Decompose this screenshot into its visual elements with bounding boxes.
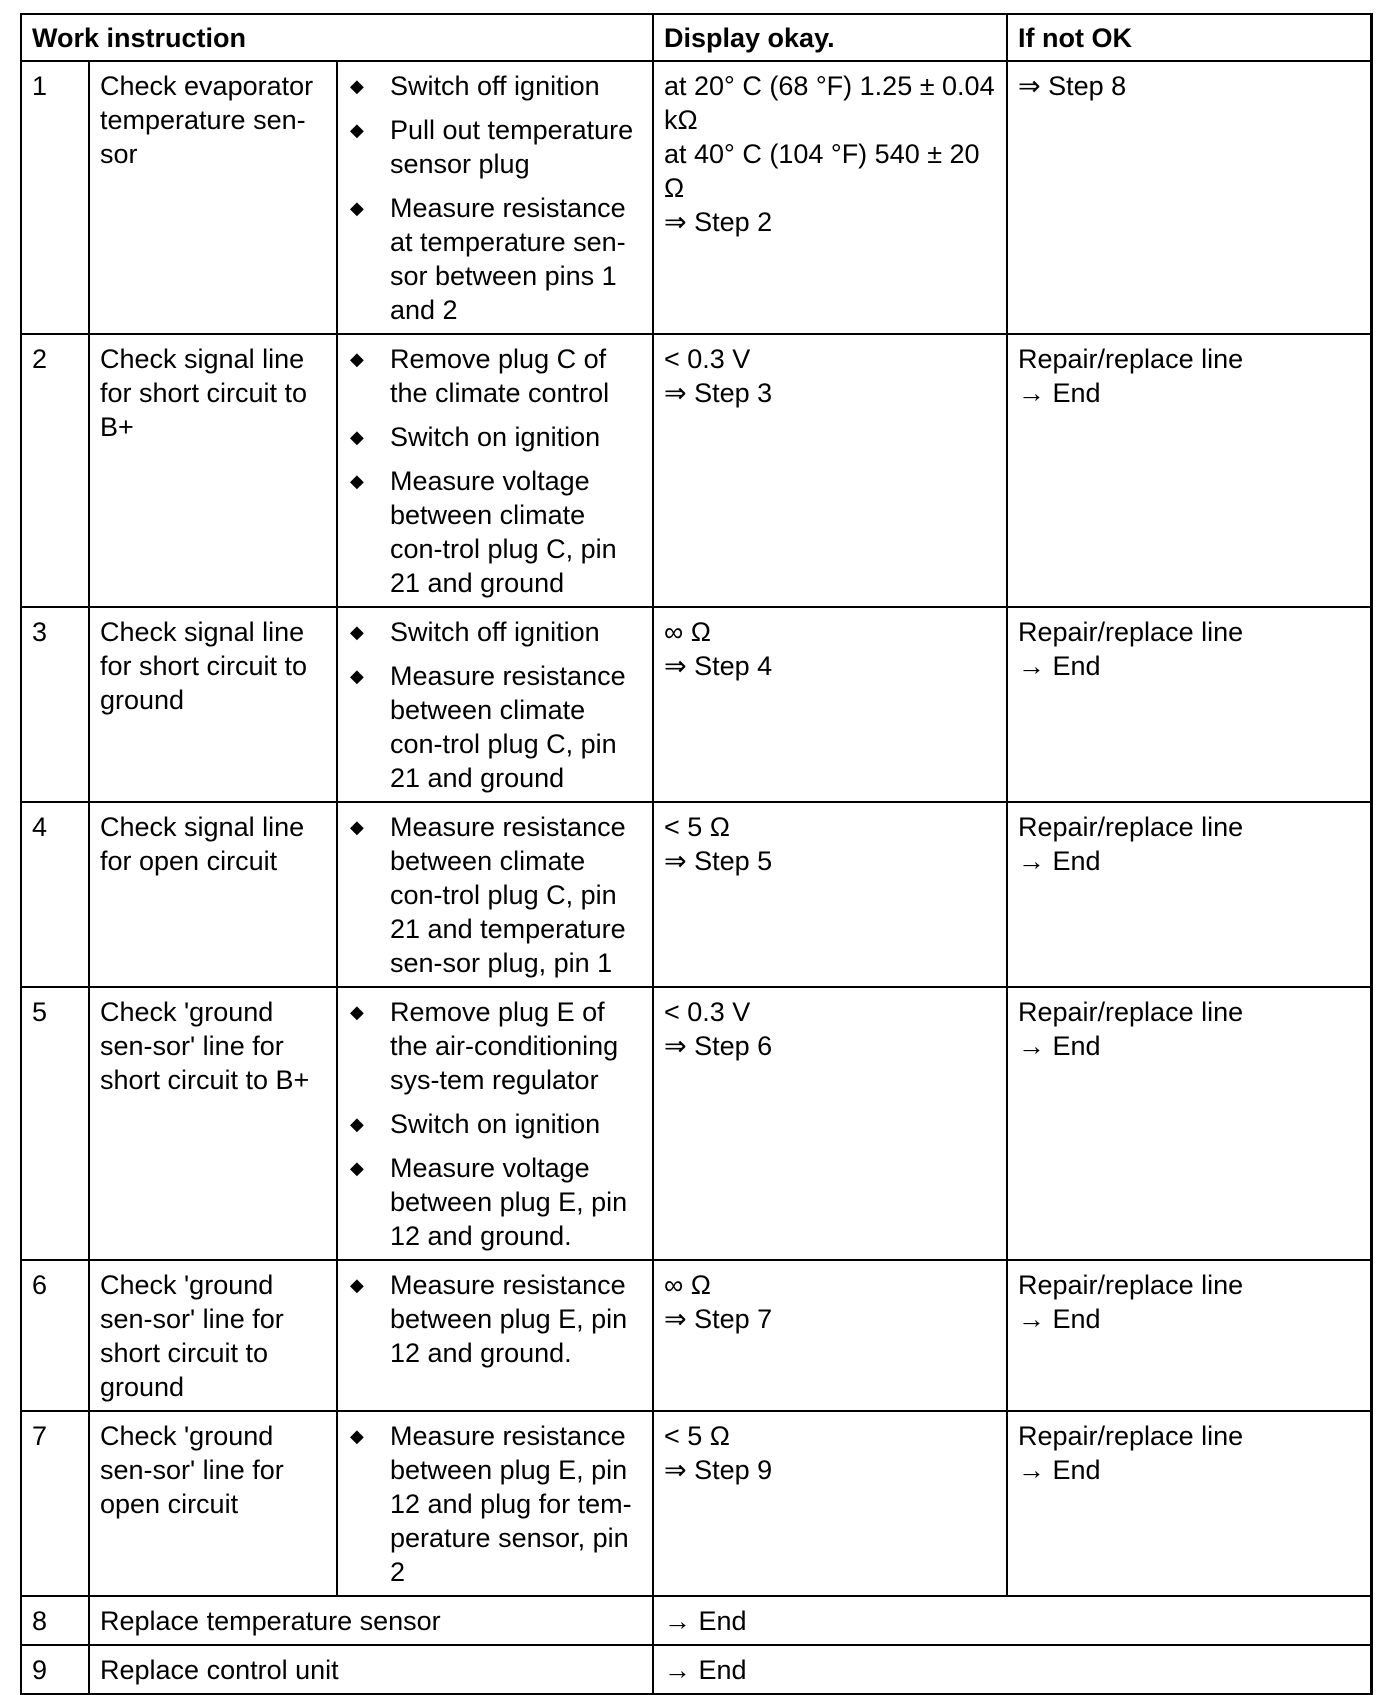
not-ok-line: ⇒ Step 8 — [1018, 71, 1127, 101]
action-text: Remove plug E of the air-conditioning sys-tem regulator — [390, 997, 619, 1095]
step-number: 7 — [21, 1411, 89, 1596]
step-if-not-ok — [1007, 1411, 1371, 1596]
action-text: Measure resistance between climate con-trol plug C, pin 21 and temperature sen-sor plug, pin 1 — [390, 812, 626, 978]
table-row — [21, 334, 1371, 607]
step-display-okay — [653, 61, 1007, 334]
step-number: 9 — [21, 1645, 89, 1694]
display-line: < 5 Ω — [664, 812, 730, 842]
step-check-description: Check 'ground sen-sor' line for short circuit to ground — [89, 1260, 337, 1411]
step-instruction: Replace temperature sensor — [89, 1596, 653, 1645]
step-display-okay — [653, 1260, 1007, 1411]
step-actions — [337, 61, 653, 334]
step-check-description: Check signal line for short circuit to B+ — [89, 334, 337, 607]
display-line: at 20° C (68 °F) 1.25 ± 0.04 kΩ — [664, 71, 995, 135]
step-number: 2 — [21, 334, 89, 607]
action-text: Switch on ignition — [390, 1109, 601, 1139]
step-check-description: Check 'ground sen-sor' line for short circuit to B+ — [89, 987, 337, 1260]
display-line: ⇒ Step 7 — [664, 1304, 773, 1334]
not-ok-line: Repair/replace line — [1018, 997, 1244, 1027]
display-line: ⇒ Step 2 — [664, 207, 773, 237]
diamond-bullet-icon: ◆ — [350, 622, 364, 642]
diamond-bullet-icon: ◆ — [350, 120, 364, 140]
action-text: Measure voltage between climate con-trol plug C, pin 21 and ground — [390, 466, 617, 598]
not-ok-line: → End — [1018, 378, 1101, 408]
action-list — [346, 69, 644, 327]
header-display-okay: Display okay. — [653, 14, 1007, 61]
diamond-bullet-icon: ◆ — [350, 427, 364, 447]
step-display-okay — [653, 1411, 1007, 1596]
diamond-bullet-icon: ◆ — [350, 1158, 364, 1178]
action-text: Switch off ignition — [390, 71, 600, 101]
action-item — [346, 464, 644, 600]
action-list — [346, 1268, 644, 1370]
step-number: 1 — [21, 61, 89, 334]
action-item — [346, 1419, 644, 1589]
step-number: 4 — [21, 802, 89, 987]
action-item — [346, 810, 644, 980]
action-text: Measure resistance between plug E, pin 12 and plug for tem-perature sensor, pin 2 — [390, 1421, 632, 1587]
header-if-not-ok: If not OK — [1007, 14, 1371, 61]
header-work-instruction: Work instruction — [21, 14, 653, 61]
table-row — [21, 1411, 1371, 1596]
table-row — [21, 61, 1371, 334]
table-row — [21, 1645, 1371, 1694]
not-ok-line: Repair/replace line — [1018, 344, 1244, 374]
not-ok-line: → End — [1018, 1304, 1101, 1334]
step-number: 8 — [21, 1596, 89, 1645]
step-display-okay — [653, 607, 1007, 802]
display-line: ∞ Ω — [664, 1270, 711, 1300]
diamond-bullet-icon: ◆ — [350, 1426, 364, 1446]
display-line: < 0.3 V — [664, 997, 751, 1027]
step-instruction: Replace control unit — [89, 1645, 653, 1694]
action-text: Measure resistance at temperature sen-sor between pins 1 and 2 — [390, 193, 626, 325]
not-ok-line: → End — [1018, 846, 1101, 876]
action-text: Remove plug C of the climate control — [390, 344, 610, 408]
step-actions — [337, 987, 653, 1260]
display-line: ⇒ Step 4 — [664, 651, 773, 681]
diamond-bullet-icon: ◆ — [350, 1002, 364, 1022]
not-ok-line: Repair/replace line — [1018, 1421, 1244, 1451]
display-line: ⇒ Step 9 — [664, 1455, 773, 1485]
step-if-not-ok — [1007, 802, 1371, 987]
display-line: ∞ Ω — [664, 617, 711, 647]
diamond-bullet-icon: ◆ — [350, 198, 364, 218]
diamond-bullet-icon: ◆ — [350, 817, 364, 837]
action-text: Switch on ignition — [390, 422, 601, 452]
not-ok-line: → End — [1018, 1031, 1101, 1061]
action-text: Measure resistance between plug E, pin 12 and ground. — [390, 1270, 628, 1368]
action-item — [346, 1107, 644, 1141]
action-item — [346, 191, 644, 327]
table-row — [21, 1260, 1371, 1411]
action-text: Pull out temperature sensor plug — [390, 115, 634, 179]
action-list — [346, 995, 644, 1253]
step-if-not-ok — [1007, 987, 1371, 1260]
step-check-description: Check signal line for open circuit — [89, 802, 337, 987]
step-result: → End — [653, 1596, 1371, 1645]
step-check-description: Check evaporator temperature sen-sor — [89, 61, 337, 334]
not-ok-line: Repair/replace line — [1018, 812, 1244, 842]
step-check-description: Check 'ground sen-sor' line for open circuit — [89, 1411, 337, 1596]
action-text: Measure voltage between plug E, pin 12 and ground. — [390, 1153, 628, 1251]
table-row — [21, 607, 1371, 802]
diamond-bullet-icon: ◆ — [350, 76, 364, 96]
step-number: 3 — [21, 607, 89, 802]
step-if-not-ok — [1007, 607, 1371, 802]
action-item — [346, 615, 644, 649]
step-actions — [337, 802, 653, 987]
table-row — [21, 987, 1371, 1260]
step-display-okay — [653, 987, 1007, 1260]
display-line: ⇒ Step 3 — [664, 378, 773, 408]
step-rows — [21, 61, 1371, 1694]
not-ok-line: Repair/replace line — [1018, 617, 1244, 647]
action-item — [346, 69, 644, 103]
step-if-not-ok — [1007, 61, 1371, 334]
action-item — [346, 342, 644, 410]
diamond-bullet-icon: ◆ — [350, 666, 364, 686]
action-item — [346, 995, 644, 1097]
action-item — [346, 113, 644, 181]
work-instruction-table — [20, 13, 1373, 1695]
step-actions — [337, 1260, 653, 1411]
step-actions — [337, 607, 653, 802]
step-actions — [337, 334, 653, 607]
step-number: 6 — [21, 1260, 89, 1411]
step-display-okay — [653, 802, 1007, 987]
table-row — [21, 1596, 1371, 1645]
step-display-okay — [653, 334, 1007, 607]
step-number: 5 — [21, 987, 89, 1260]
action-text: Measure resistance between climate con-trol plug C, pin 21 and ground — [390, 661, 626, 793]
display-line: < 0.3 V — [664, 344, 751, 374]
step-if-not-ok — [1007, 1260, 1371, 1411]
display-line: < 5 Ω — [664, 1421, 730, 1451]
action-list — [346, 342, 644, 600]
header-row — [21, 14, 1371, 61]
step-result: → End — [653, 1645, 1371, 1694]
action-list — [346, 810, 644, 980]
not-ok-line: → End — [1018, 651, 1101, 681]
step-actions — [337, 1411, 653, 1596]
action-item — [346, 659, 644, 795]
table-row — [21, 802, 1371, 987]
diamond-bullet-icon: ◆ — [350, 1275, 364, 1295]
action-list — [346, 615, 644, 795]
action-list — [346, 1419, 644, 1589]
diamond-bullet-icon: ◆ — [350, 471, 364, 491]
display-line: ⇒ Step 6 — [664, 1031, 773, 1061]
display-line: at 40° C (104 °F) 540 ± 20 Ω — [664, 139, 980, 203]
not-ok-line: → End — [1018, 1455, 1101, 1485]
action-item — [346, 1268, 644, 1370]
action-item — [346, 420, 644, 454]
action-text: Switch off ignition — [390, 617, 600, 647]
action-item — [346, 1151, 644, 1253]
display-line: ⇒ Step 5 — [664, 846, 773, 876]
not-ok-line: Repair/replace line — [1018, 1270, 1244, 1300]
step-check-description: Check signal line for short circuit to ground — [89, 607, 337, 802]
diamond-bullet-icon: ◆ — [350, 1114, 364, 1134]
diamond-bullet-icon: ◆ — [350, 349, 364, 369]
step-if-not-ok — [1007, 334, 1371, 607]
